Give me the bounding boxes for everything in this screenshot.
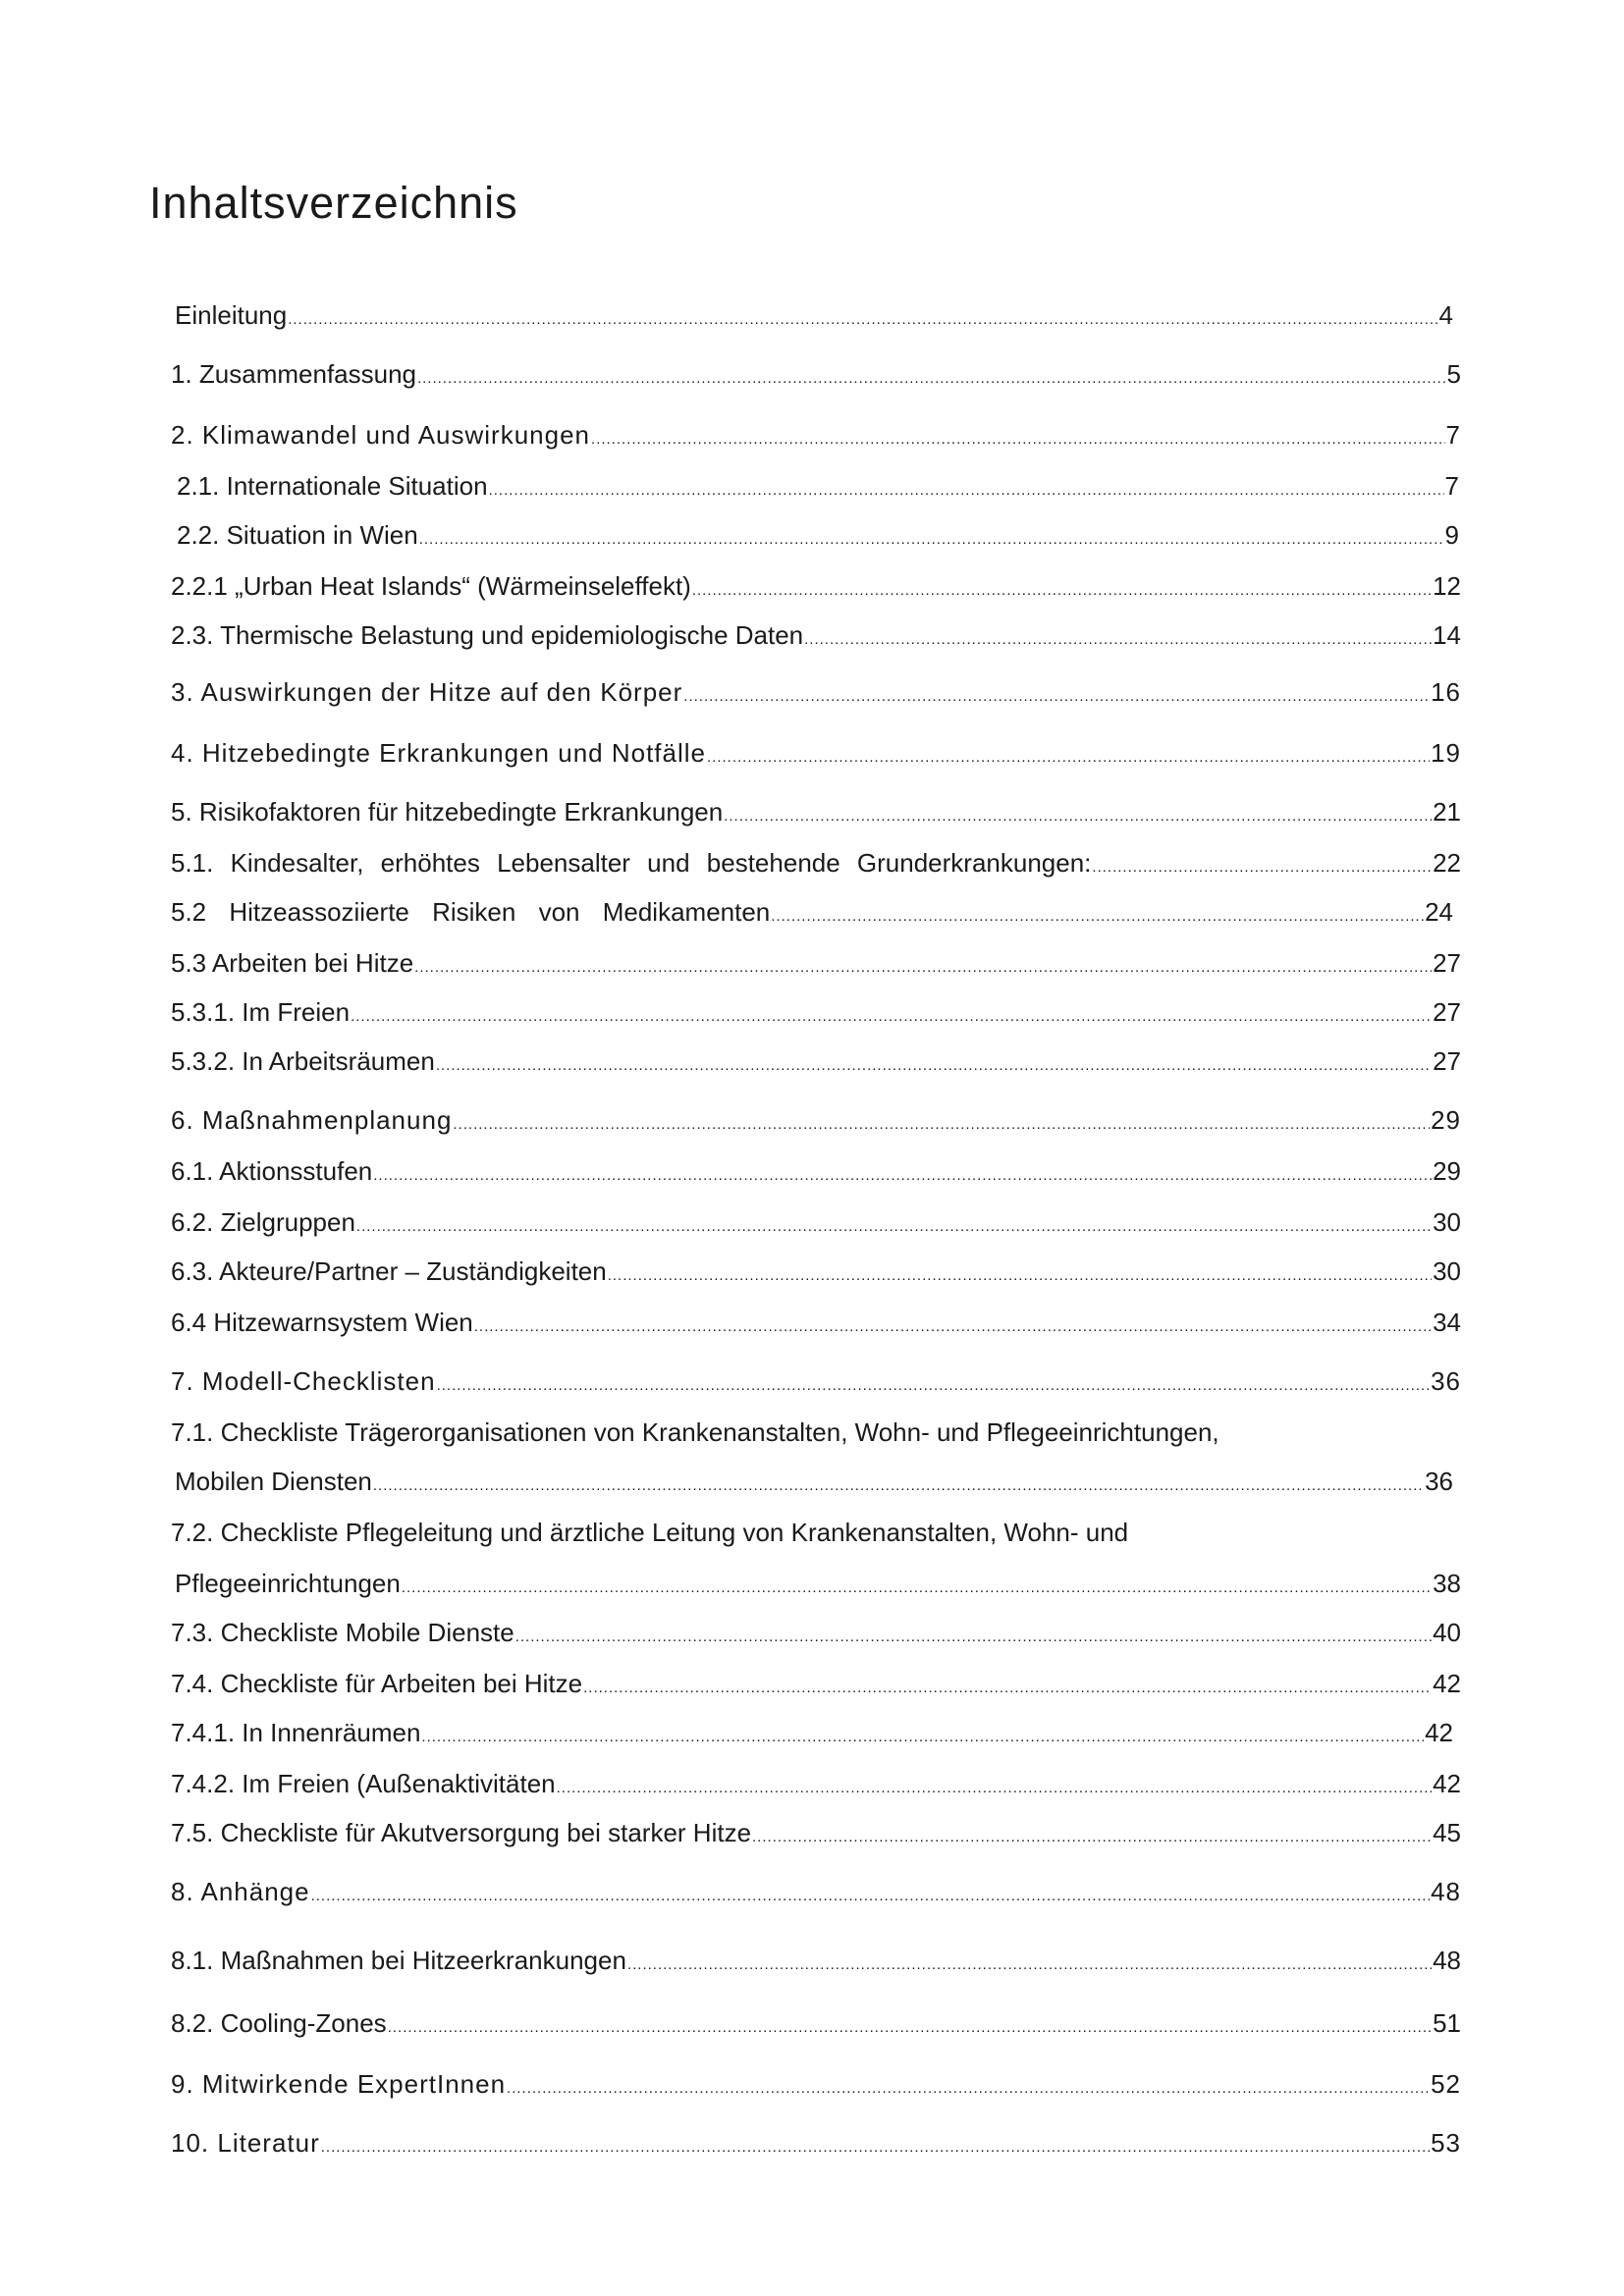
toc-leader-dots [414,951,1432,985]
toc-entry-label: 5.2 Hitzeassoziierte Risiken von Medikamenten [171,897,771,927]
toc-entry-page: 48 [1431,1877,1461,1906]
toc-leader-dots [419,523,1444,557]
toc-entry-arbeiten-bei-hitze[interactable] [171,946,1461,980]
toc-entry-thermische-belastung[interactable] [171,618,1461,652]
toc-leader-dots [402,1572,1432,1605]
toc-entry-label: 4. Hitzebedingte Erkrankungen und Notfälle [171,738,706,768]
toc-entry-label: 5.3.2. In Arbeitsräumen [171,1046,435,1076]
toc-entry-label: 2.3. Thermische Belastung und epidemiologische Daten [171,620,804,650]
toc-entry-page: 36 [1425,1467,1453,1496]
toc-entry-label: 6.1. Aktionsstufen [171,1156,373,1186]
toc-entry-page: 4 [1438,300,1453,330]
toc-entry-label: 7.4.1. In Innenräumen [171,1718,421,1747]
toc-entry-label: 2. Klimawandel und Auswirkungen [171,420,591,450]
toc-entry-klimawandel[interactable] [171,418,1461,452]
toc-entry-label: 8.2. Cooling-Zones [171,2008,387,2038]
toc-leader-dots [351,1000,1432,1034]
toc-entry-label: 9. Mitwirkende ExpertInnen [171,2069,507,2099]
toc-entry-page: 42 [1433,1769,1461,1798]
toc-entry-label: 5.1. Kindesalter, erhöhtes Lebensalter und bestehende Grunderkrankungen: [171,848,1092,878]
toc-entry-massnahmenplanung[interactable] [171,1103,1461,1137]
toc-leader-dots [288,303,1437,337]
toc-entry-page: 5 [1446,359,1461,389]
toc-entry-label: Mobilen Diensten [175,1467,372,1496]
toc-entry-label: Pflegeeinrichtungen [175,1569,401,1598]
toc-entry-checkliste-arbeiten[interactable] [171,1667,1461,1700]
toc-entry-page: 16 [1431,677,1461,707]
toc-entry-page: 27 [1433,948,1461,978]
toc-entry-label: 8.1. Maßnahmen bei Hitzeerkrankungen [171,1946,626,1975]
toc-entry-anhaenge[interactable] [171,1875,1461,1908]
toc-leader-dots [373,1159,1432,1193]
toc-leader-dots [356,1210,1432,1244]
toc-entry-label: 2.1. Internationale Situation [177,471,488,501]
toc-leader-dots [707,741,1430,774]
toc-entry-label: 7.4.2. Im Freien (Außenaktivitäten [171,1769,556,1798]
toc-entry-internationale-situation[interactable] [177,469,1459,503]
toc-entry-page: 34 [1433,1308,1461,1337]
toc-entry-page: 48 [1433,1946,1461,1975]
toc-entry-literatur[interactable] [171,2126,1461,2160]
toc-entry-label: 7.3. Checkliste Mobile Dienste [171,1618,514,1647]
toc-entry-in-arbeitsraeumen[interactable] [171,1044,1461,1078]
toc-leader-dots [373,1469,1424,1503]
toc-entry-label: 7. Modell-Checklisten [171,1366,436,1396]
toc-entry-medikamente[interactable] [171,895,1453,929]
toc-entry-label: 7.1. Checkliste Trägerorganisationen von Krankenanstalten, Wohn- und Pflegeeinrichtungen, [171,1417,1219,1447]
toc-entry-label: 6.2. Zielgruppen [171,1207,355,1237]
toc-entry-hitzebedingte-erkrankungen[interactable] [171,736,1461,770]
toc-entry-page: 27 [1433,1046,1461,1076]
toc-leader-dots [692,574,1432,608]
toc-entry-label: 10. Literatur [171,2128,320,2158]
toc-entry-label: 5.3.1. Im Freien [171,997,351,1027]
toc-entry-label: 7.5. Checkliste für Akutversorgung bei starker Hitze [171,1818,752,1847]
toc-entry-page: 12 [1433,571,1461,601]
page-title: Inhaltsverzeichnis [149,178,518,228]
toc-leader-dots [436,1049,1432,1083]
toc-entry-in-innenraeumen[interactable] [171,1716,1453,1749]
toc-entry-hitzewarnsystem[interactable] [171,1306,1461,1339]
toc-leader-dots [771,900,1424,934]
toc-entry-label: 1. Zusammenfassung [171,359,417,389]
toc-entry-label: 3. Auswirkungen der Hitze auf den Körper [171,677,683,707]
toc-entry-page: 29 [1431,1105,1461,1135]
toc-entry-im-freien[interactable] [171,995,1461,1029]
toc-entry-zielgruppen[interactable] [171,1205,1461,1239]
toc-entry-page: 21 [1433,797,1461,827]
toc-leader-dots [591,423,1445,456]
toc-entry-label: 7.4. Checkliste für Arbeiten bei Hitze [171,1669,583,1698]
toc-leader-dots [474,1310,1432,1344]
toc-entry-akutversorgung[interactable] [171,1816,1461,1849]
toc-entry-page: 9 [1444,520,1459,550]
toc-entry-page: 52 [1431,2069,1461,2099]
toc-leader-dots [683,680,1430,714]
toc-entry-page: 45 [1433,1818,1461,1847]
toc-entry-page: 7 [1445,420,1461,450]
toc-entry-page: 38 [1433,1569,1461,1598]
toc-leader-dots [627,1949,1432,1982]
toc-entry-cooling-zones[interactable] [171,2006,1461,2040]
toc-entry-checkliste-traeger-line2[interactable] [175,1465,1453,1498]
toc-entry-einleitung[interactable] [175,298,1453,332]
toc-leader-dots [489,474,1444,507]
toc-entry-page: 51 [1433,2008,1461,2038]
toc-entry-label: 7.2. Checkliste Pflegeleitung und ärztliche Leitung von Krankenanstalten, Wohn- und [171,1518,1129,1547]
toc-entry-modell-checklisten[interactable] [171,1364,1461,1398]
toc-entry-urban-heat-islands[interactable] [171,569,1461,603]
toc-entry-label: 6.3. Akteure/Partner – Zuständigkeiten [171,1256,607,1286]
toc-entry-akteure[interactable] [171,1255,1461,1288]
toc-entry-checkliste-pflegeleitung-line1[interactable] [171,1516,1461,1549]
toc-leader-dots [804,623,1432,657]
toc-leader-dots [388,2011,1432,2045]
toc-entry-page: 53 [1431,2128,1461,2158]
toc-entry-page: 24 [1425,897,1453,927]
toc-leader-dots [608,1259,1432,1293]
toc-entry-kindesalter[interactable] [171,846,1461,880]
toc-entry-label: 8. Anhänge [171,1877,310,1906]
toc-leader-dots [557,1772,1432,1805]
toc-leader-dots [421,1721,1424,1754]
toc-entry-risikofaktoren[interactable] [171,795,1461,828]
toc-entry-page: 30 [1433,1256,1461,1286]
toc-entry-label: 5.3 Arbeiten bei Hitze [171,948,414,978]
toc-entry-aussenaktivitaeten[interactable] [171,1767,1461,1800]
toc-entry-page: 19 [1431,738,1461,768]
toc-entry-page: 29 [1433,1156,1461,1186]
toc-entry-massnahmen-hitzeerkrankungen[interactable] [171,1944,1461,1977]
toc-entry-checkliste-pflegeleitung-line2[interactable] [175,1567,1461,1600]
toc-leader-dots [1092,851,1432,884]
toc-entry-page: 7 [1444,471,1459,501]
toc-entry-label: 6. Maßnahmenplanung [171,1105,453,1135]
toc-leader-dots [321,2131,1430,2164]
toc-leader-dots [311,1880,1431,1913]
toc-entry-zusammenfassung[interactable] [171,357,1461,391]
toc-entry-label: 2.2. Situation in Wien [177,520,418,550]
toc-entry-page: 27 [1433,997,1461,1027]
toc-leader-dots [507,2072,1430,2106]
toc-entry-checkliste-mobile-dienste[interactable] [171,1616,1461,1649]
toc-leader-dots [515,1621,1432,1654]
toc-entry-label: Einleitung [175,300,288,330]
toc-entry-auswirkungen-hitze[interactable] [171,675,1461,709]
toc-entry-aktionsstufen[interactable] [171,1154,1461,1188]
toc-entry-page: 30 [1433,1207,1461,1237]
toc-entry-situation-wien[interactable] [177,518,1459,552]
toc-entry-page: 42 [1433,1669,1461,1698]
toc-leader-dots [453,1108,1430,1142]
toc-entry-page: 36 [1431,1366,1461,1396]
toc-entry-label: 6.4 Hitzewarnsystem Wien [171,1308,473,1337]
toc-entry-mitwirkende-expertinnen[interactable] [171,2067,1461,2101]
toc-entry-page: 22 [1433,848,1461,878]
toc-entry-page: 42 [1425,1718,1453,1747]
toc-entry-page: 14 [1433,620,1461,650]
toc-entry-label: 5. Risikofaktoren für hitzebedingte Erkrankungen [171,797,724,827]
toc-leader-dots [437,1369,1431,1403]
toc-leader-dots [417,362,1446,396]
toc-entry-page: 40 [1433,1618,1461,1647]
toc-leader-dots [724,800,1432,833]
toc-entry-checkliste-traeger-line1[interactable] [171,1415,1461,1449]
toc-entry-label: 2.2.1 „Urban Heat Islands“ (Wärmeinseleffekt) [171,571,691,601]
toc-leader-dots [752,1821,1432,1854]
toc-leader-dots [583,1672,1432,1705]
